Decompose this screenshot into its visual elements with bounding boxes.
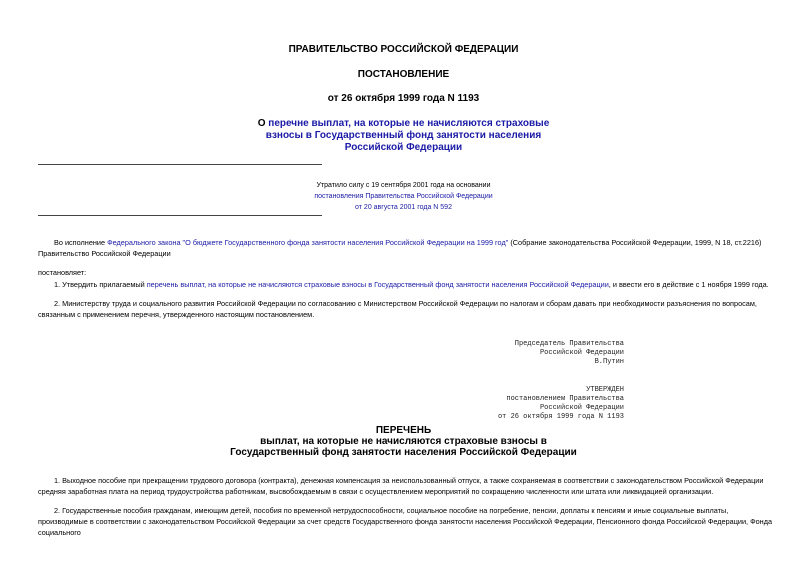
title-link[interactable]: перечне выплат, на которые не начисляются страховые взносы в Государственный фонд занятости населения Российской Федерации — [265, 118, 550, 153]
signature-country: Российской Федерации — [539, 349, 624, 357]
decides-label: постановляет: — [38, 268, 87, 277]
preamble-prefix: Во исполнение — [54, 238, 108, 247]
preamble-paragraph — [38, 237, 778, 259]
title-prefix: О — [257, 118, 269, 129]
status-line: Утратило силу с 19 сентября 2001 года на основании — [316, 182, 491, 189]
government-heading: ПРАВИТЕЛЬСТВО РОССИЙСКОЙ ФЕДЕРАЦИИ — [288, 44, 519, 55]
preamble-suffix: (Собрание законодательства Российской Федерации, 1999, N 18, ст.2216) Правительство Российской Федерации — [38, 238, 762, 258]
status-note — [0, 180, 807, 213]
list-title — [0, 425, 807, 458]
list-item-2: 2. Государственные пособия гражданам, имеющим детей, пособия по временной нетрудоспособности, социальное пособие на погребение, пенсии, доплаты к пенсиям и иные социальные выплаты, производимые в соответствии с законодательством Российской Федерации за счет средств Государственного фонда занятости населения Российской Федерации, Пенсионного фонда Российской Федерации, Фонда социального — [38, 506, 773, 537]
approved-line-1: УТВЕРЖДЕН — [586, 386, 624, 394]
signature-name: В.Путин — [594, 358, 624, 366]
approved-block — [498, 386, 624, 422]
list-title-line-3: Государственный фонд занятости населения Российской Федерации — [230, 447, 577, 458]
document-date: от 26 октября 1999 года N 1193 — [327, 93, 480, 104]
list-title-line-1: ПЕРЕЧЕНЬ — [375, 425, 432, 436]
list-item-1: 1. Выходное пособие при прекращении трудового договора (контракта), денежная компенсация за неиспользованный отпуск, а также сохраняемая в соответствии с законодательством Российской Федерации средняя заработная плата на период трудоустройства работникам, высвобождаемым в связи с осуществлением мероприятий по сокращению численности или штата или ликвидацией организации. — [38, 476, 764, 496]
status-link-date[interactable]: от 20 августа 2001 года N 592 — [355, 204, 452, 211]
item-2-paragraph: 2. Министерству труда и социального развития Российской Федерации по согласованию с Министерством Российской Федерации по налогам и сборам давать при необходимости разъяснения по вопросам, связанным с применением перечня, утвержденного настоящим постановлением. — [38, 299, 757, 319]
signature-title: Председатель Правительства — [514, 340, 624, 348]
approved-line-3: Российской Федерации — [539, 404, 624, 412]
signature-block — [515, 340, 624, 367]
item-1-suffix: , и ввести его в действие с 1 ноября 1999 года. — [608, 280, 769, 289]
list-title-line-2: выплат, на которые не начисляются страховые взносы в — [260, 436, 547, 447]
approved-line-2: постановлением Правительства — [506, 395, 624, 403]
federal-law-link[interactable]: Федерального закона "О бюджете Государственного фонда занятости населения Российской Федерации на 1999 год" — [107, 238, 509, 247]
list-link[interactable]: перечень выплат, на которые не начисляются страховые взносы в Государственный фонд занятости населения Российской Федерации — [146, 280, 609, 289]
divider-top — [38, 164, 322, 165]
divider-bottom — [38, 215, 322, 216]
document-type: ПОСТАНОВЛЕНИЕ — [357, 69, 450, 80]
item-1-prefix: 1. Утвердить прилагаемый — [54, 280, 147, 289]
document-title — [0, 118, 807, 154]
status-link-resolution[interactable]: постановления Правительства Российской Федерации — [314, 193, 493, 200]
approved-line-4: от 26 октября 1999 года N 1193 — [497, 413, 624, 421]
item-1-paragraph — [38, 279, 778, 290]
